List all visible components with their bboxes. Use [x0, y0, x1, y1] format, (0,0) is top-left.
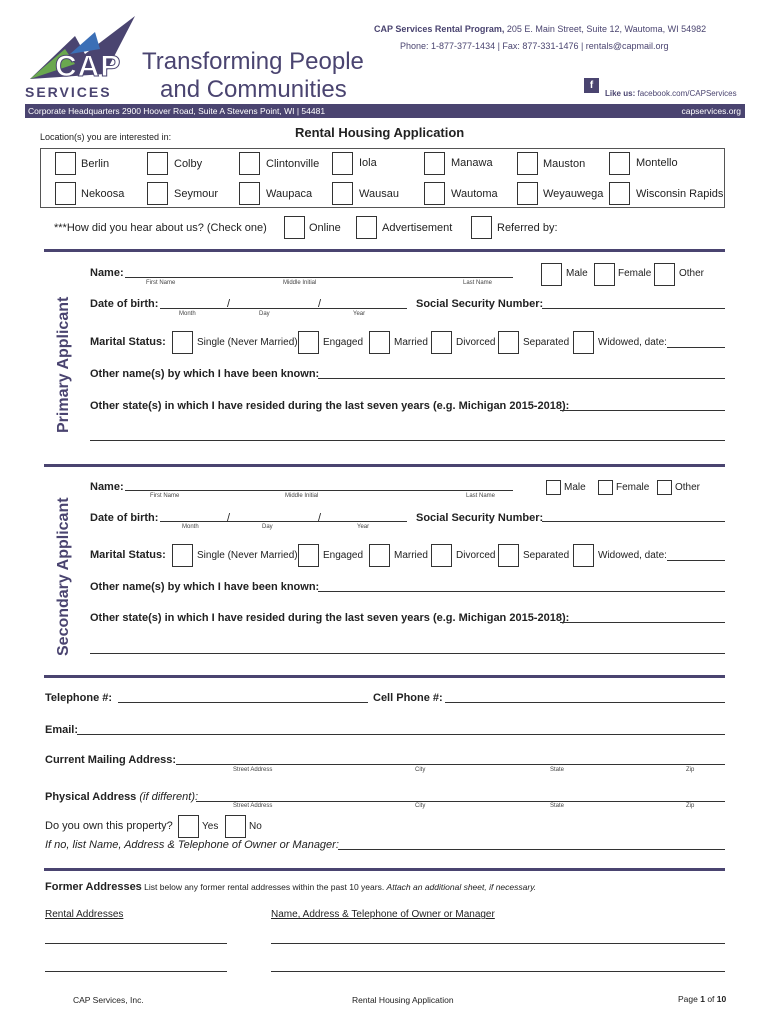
primary-other-names-input[interactable]: [318, 378, 725, 379]
city-hint: City: [415, 803, 426, 809]
checkbox-other[interactable]: [654, 263, 675, 286]
mailing-address-label: Current Mailing Address:: [45, 754, 176, 766]
location-wautoma: Wautoma: [451, 188, 498, 200]
checkbox-weyauwega[interactable]: [517, 182, 538, 205]
marital-engaged: Engaged: [323, 550, 364, 561]
owner-input-2[interactable]: [271, 971, 725, 972]
location-nekoosa: Nekoosa: [81, 188, 125, 200]
own-property-label: Do you own this property?: [45, 820, 173, 832]
marital-single: Single (Never Married): [197, 337, 298, 348]
locations-label: Location(s) you are interested in:: [40, 132, 172, 142]
checkbox-yes[interactable]: [178, 815, 199, 838]
primary-ssn-input[interactable]: [542, 308, 725, 309]
day-hint: Day: [262, 524, 273, 530]
location-seymour: Seymour: [174, 188, 219, 200]
primary-ssn-label: Social Security Number:: [416, 298, 544, 310]
contact-line: Phone: 1-877-377-1434 | Fax: 877-331-1476 | rentals@capmail.org: [400, 41, 669, 51]
primary-marital-label: Marital Status:: [90, 336, 166, 348]
divider: [44, 868, 725, 871]
former-desc: List below any former rental addresses within the past 10 years.: [141, 882, 387, 892]
hq-address: Corporate Headquarters 2900 Hoover Road, Suite A Stevens Point, WI | 54481: [28, 106, 326, 116]
checkbox-divorced[interactable]: [431, 544, 452, 567]
secondary-other-states-input-2[interactable]: [90, 653, 725, 654]
checkbox-male[interactable]: [546, 480, 561, 495]
checkbox-montello[interactable]: [609, 152, 630, 175]
middle-initial-hint: Middle Initial: [283, 280, 317, 286]
gender-male: Male: [566, 268, 588, 279]
checkbox-widowed[interactable]: [573, 544, 594, 567]
secondary-name-input[interactable]: [125, 490, 513, 491]
checkbox-no[interactable]: [225, 815, 246, 838]
logo-cap: CAP: [55, 50, 122, 83]
primary-section-label: Primary Applicant: [55, 296, 72, 433]
marital-separated: Separated: [523, 550, 570, 561]
tagline-2: and Communities: [160, 76, 347, 103]
checkbox-iola[interactable]: [332, 152, 353, 175]
state-hint: State: [550, 803, 565, 809]
checkbox-berlin[interactable]: [55, 152, 76, 175]
marital-engaged: Engaged: [323, 337, 364, 348]
primary-other-states-input-2[interactable]: [90, 440, 725, 441]
secondary-name-label: Name:: [90, 481, 124, 493]
checkbox-female[interactable]: [594, 263, 615, 286]
gender-female: Female: [616, 482, 650, 493]
checkbox-engaged[interactable]: [298, 331, 319, 354]
checkbox-engaged[interactable]: [298, 544, 319, 567]
widowed-date-input[interactable]: [667, 347, 725, 348]
former-addresses-title: Former Addresses: [45, 881, 142, 893]
logo-services: SERVICES: [25, 84, 112, 100]
physical-address-input[interactable]: [196, 801, 725, 802]
checkbox-married[interactable]: [369, 544, 390, 567]
checkbox-wausau[interactable]: [332, 182, 353, 205]
month-hint: Month: [179, 311, 196, 317]
secondary-other-states-input[interactable]: [560, 622, 725, 623]
street-hint: Street Address: [233, 803, 273, 809]
state-hint: State: [550, 767, 565, 773]
date-separator: /: [227, 512, 231, 524]
footer-company: CAP Services, Inc.: [73, 995, 144, 1005]
checkbox-single[interactable]: [172, 331, 193, 354]
checkbox-mauston[interactable]: [517, 152, 538, 175]
like-us-label: Like us:: [605, 89, 636, 98]
location-montello: Montello: [636, 157, 678, 169]
rental-address-input-2[interactable]: [45, 971, 227, 972]
facebook-link[interactable]: facebook.com/CAPServices: [637, 89, 737, 98]
footer-page: Page 1 of 10: [678, 994, 727, 1004]
divider: [44, 464, 725, 467]
hear-label: ***How did you hear about us? (Check one): [54, 222, 267, 234]
marital-married: Married: [394, 550, 428, 561]
gender-other: Other: [675, 482, 701, 493]
first-name-hint: First Name: [150, 493, 180, 499]
checkbox-online[interactable]: [284, 216, 305, 239]
checkbox-other[interactable]: [657, 480, 672, 495]
program-address: 205 E. Main Street, Suite 12, Wautoma, WI 54982: [504, 24, 707, 34]
widowed-date-input[interactable]: [667, 560, 725, 561]
checkbox-clintonville[interactable]: [239, 152, 260, 175]
city-hint: City: [415, 767, 426, 773]
hq-bar: [25, 104, 745, 118]
gender-female: Female: [618, 268, 652, 279]
checkbox-divorced[interactable]: [431, 331, 452, 354]
checkbox-single[interactable]: [172, 544, 193, 567]
checkbox-wautoma[interactable]: [424, 182, 445, 205]
cell-phone-label: Cell Phone #:: [373, 692, 443, 704]
gender-other: Other: [679, 268, 705, 279]
marital-separated: Separated: [523, 337, 570, 348]
secondary-other-names-input[interactable]: [318, 591, 725, 592]
owner-manager-input[interactable]: [338, 849, 725, 850]
marital-divorced: Divorced: [456, 550, 496, 561]
secondary-other-names-label: Other name(s) by which I have been known:: [90, 581, 320, 593]
secondary-other-states-label: Other state(s) in which I have resided during the last seven years (e.g. Michigan 2015-2018):: [90, 612, 570, 624]
cell-phone-input[interactable]: [445, 702, 725, 703]
secondary-dob-input[interactable]: [160, 521, 407, 522]
date-separator: /: [318, 298, 322, 310]
location-mauston: Mauston: [543, 158, 586, 170]
checkbox-separated[interactable]: [498, 544, 519, 567]
location-colby: Colby: [174, 158, 203, 170]
last-name-hint: Last Name: [466, 493, 496, 499]
physical-address-label: Physical Address: [45, 791, 137, 803]
checkbox-waupaca[interactable]: [239, 182, 260, 205]
primary-name-input[interactable]: [125, 277, 513, 278]
day-hint: Day: [259, 311, 270, 317]
location-wausau: Wausau: [359, 188, 399, 200]
checkbox-separated[interactable]: [498, 331, 519, 354]
marital-widowed: Widowed, date:: [598, 337, 667, 348]
hear-advertisement: Advertisement: [382, 222, 453, 234]
hear-referred: Referred by:: [497, 222, 558, 234]
secondary-section-label: Secondary Applicant: [55, 497, 72, 656]
primary-other-names-label: Other name(s) by which I have been known:: [90, 368, 320, 380]
divider: [44, 675, 725, 678]
year-hint: Year: [357, 524, 370, 530]
logo: [25, 14, 140, 100]
primary-dob-label: Date of birth:: [90, 298, 159, 310]
if-no-label: If no, list Name, Address & Telephone of Owner or Manager:: [45, 839, 339, 851]
primary-name-label: Name:: [90, 267, 124, 279]
checkbox-male[interactable]: [541, 263, 562, 286]
secondary-marital-label: Marital Status:: [90, 549, 166, 561]
owner-manager-header: Name, Address & Telephone of Owner or Manager: [271, 909, 495, 920]
owner-input-1[interactable]: [271, 943, 725, 944]
checkbox-female[interactable]: [598, 480, 613, 495]
secondary-ssn-input[interactable]: [542, 521, 725, 522]
date-separator: /: [227, 298, 231, 310]
secondary-dob-label: Date of birth:: [90, 512, 159, 524]
date-separator: /: [318, 512, 322, 524]
checkbox-nekoosa[interactable]: [55, 182, 76, 205]
email-label: Email:: [45, 724, 79, 736]
rental-addresses-header: Rental Addresses: [45, 909, 124, 920]
marital-widowed: Widowed, date:: [598, 550, 667, 561]
marital-married: Married: [394, 337, 428, 348]
divider: [44, 249, 725, 252]
month-hint: Month: [182, 524, 199, 530]
form-title: Rental Housing Application: [295, 125, 465, 140]
zip-hint: Zip: [686, 803, 695, 809]
program-name: CAP Services Rental Program,: [374, 24, 505, 34]
location-weyauwega: Weyauwega: [543, 188, 604, 200]
checkbox-manawa[interactable]: [424, 152, 445, 175]
gender-male: Male: [564, 482, 586, 493]
checkbox-widowed[interactable]: [573, 331, 594, 354]
marital-divorced: Divorced: [456, 337, 496, 348]
location-wisconsin-rapids: Wisconsin Rapids: [636, 188, 724, 200]
primary-other-states-label: Other state(s) in which I have resided during the last seven years (e.g. Michigan 2015-2018):: [90, 400, 570, 412]
marital-single: Single (Never Married): [197, 550, 298, 561]
rental-address-input-1[interactable]: [45, 943, 227, 944]
middle-initial-hint: Middle Initial: [285, 493, 319, 499]
street-hint: Street Address: [233, 767, 273, 773]
physical-note: (if different):: [136, 791, 199, 803]
primary-dob-input[interactable]: [160, 308, 407, 309]
hear-online: Online: [309, 222, 341, 234]
former-desc-italic: Attach an additional sheet, if necessary.: [386, 882, 537, 892]
checkbox-wisconsin-rapids[interactable]: [609, 182, 630, 205]
year-hint: Year: [353, 311, 366, 317]
checkbox-referred[interactable]: [471, 216, 492, 239]
mailing-address-input[interactable]: [176, 764, 725, 765]
zip-hint: Zip: [686, 767, 695, 773]
website[interactable]: capservices.org: [681, 106, 741, 116]
tagline-1: Transforming People: [142, 48, 364, 75]
checkbox-colby[interactable]: [147, 152, 168, 175]
location-manawa: Manawa: [451, 157, 493, 169]
primary-other-states-input[interactable]: [560, 410, 725, 411]
last-name-hint: Last Name: [463, 280, 493, 286]
checkbox-seymour[interactable]: [147, 182, 168, 205]
own-yes: Yes: [202, 821, 219, 832]
checkbox-advertisement[interactable]: [356, 216, 377, 239]
telephone-label: Telephone #:: [45, 692, 113, 704]
footer-title: Rental Housing Application: [352, 995, 454, 1005]
first-name-hint: First Name: [146, 280, 176, 286]
facebook-icon[interactable]: f: [584, 78, 599, 93]
telephone-input[interactable]: [118, 702, 368, 703]
checkbox-married[interactable]: [369, 331, 390, 354]
own-no: No: [249, 821, 262, 832]
secondary-ssn-label: Social Security Number:: [416, 512, 544, 524]
location-iola: Iola: [359, 157, 377, 169]
location-berlin: Berlin: [81, 158, 110, 170]
location-waupaca: Waupaca: [266, 188, 313, 200]
location-clintonville: Clintonville: [266, 158, 320, 170]
email-input[interactable]: [77, 734, 725, 735]
